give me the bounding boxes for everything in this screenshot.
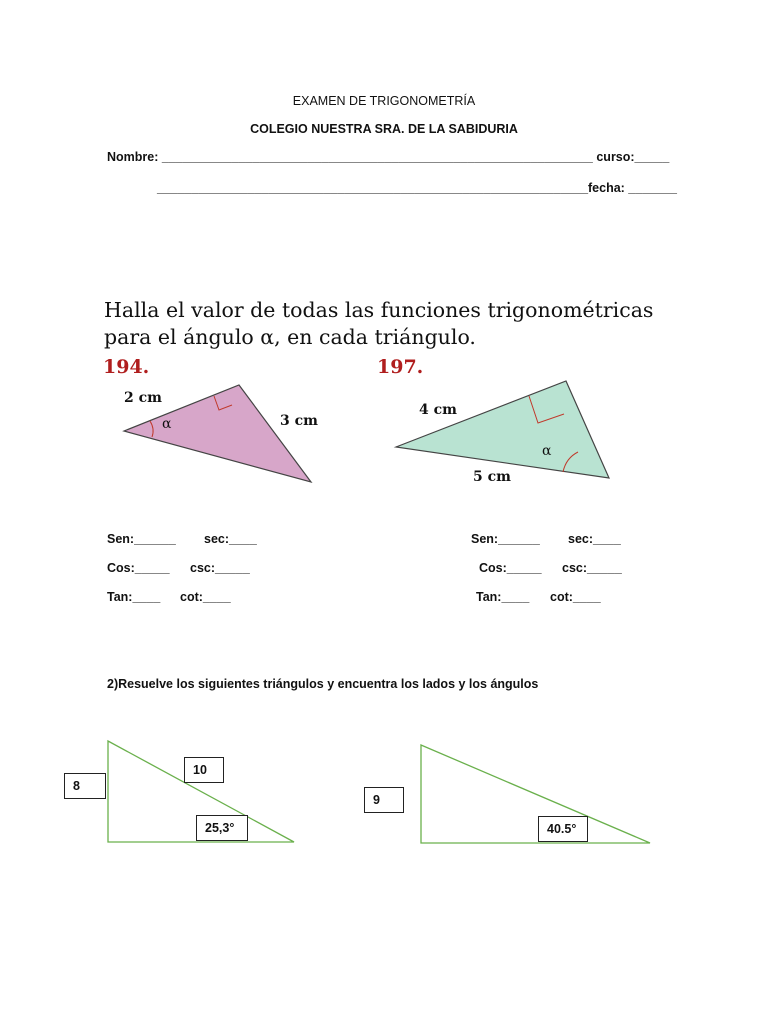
label-194-side-b: 3 cm — [280, 413, 318, 429]
problem-number-197: 197. — [377, 356, 424, 378]
triangle-2b-angle-box: 40.5° — [538, 816, 588, 842]
section1-heading-line2: para el ángulo α, en cada triángulo. — [104, 325, 476, 349]
name-course-line[interactable]: Nombre: ______________________________________________________________ curso:_____ — [107, 150, 670, 164]
label-197-side-a: 4 cm — [419, 402, 457, 418]
answer-csc-197[interactable]: csc:_____ — [562, 561, 622, 575]
answer-cot-197[interactable]: cot:____ — [550, 590, 601, 604]
triangle-2a-angle-box: 25,3° — [196, 815, 248, 841]
triangle-197 — [396, 381, 609, 478]
answer-tan-197[interactable]: Tan:____ — [476, 590, 530, 604]
answer-csc-194[interactable]: csc:_____ — [190, 561, 250, 575]
label-197-side-b: 5 cm — [473, 469, 511, 485]
answer-tan-194[interactable]: Tan:____ — [107, 590, 161, 604]
triangle-2b — [421, 745, 650, 843]
answer-cot-194[interactable]: cot:____ — [180, 590, 231, 604]
answer-sen-194[interactable]: Sen:______ — [107, 532, 176, 546]
answer-cos-194[interactable]: Cos:_____ — [107, 561, 170, 575]
triangle-2a-vertical-side-box: 8 — [64, 773, 106, 799]
section1-heading-line1: Halla el valor de todas las funciones trigonométricas — [104, 298, 654, 322]
answer-sec-197[interactable]: sec:____ — [568, 532, 621, 546]
label-194-alpha: α — [162, 416, 172, 432]
triangle-2b-vertical-side-box: 9 — [364, 787, 404, 813]
problem-number-194: 194. — [103, 356, 150, 378]
label-197-alpha: α — [542, 443, 552, 459]
school-name: COLEGIO NUESTRA SRA. DE LA SABIDURIA — [250, 122, 518, 136]
answer-sec-194[interactable]: sec:____ — [204, 532, 257, 546]
exam-title: EXAMEN DE TRIGONOMETRÍA — [292, 94, 476, 108]
date-line[interactable]: ______________________________________________________________fecha: _______ — [157, 181, 677, 195]
triangle-2a-hypotenuse-box: 10 — [184, 757, 224, 783]
label-194-side-a: 2 cm — [124, 390, 162, 406]
section2-instruction: 2)Resuelve los siguientes triángulos y encuentra los lados y los ángulos — [107, 677, 539, 691]
answer-cos-197[interactable]: Cos:_____ — [479, 561, 542, 575]
answer-sen-197[interactable]: Sen:______ — [471, 532, 540, 546]
